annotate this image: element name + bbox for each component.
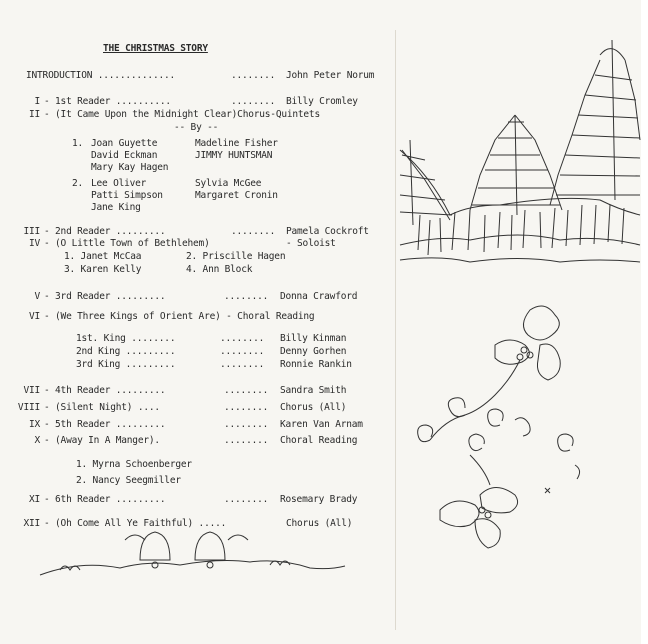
item-performer: Billy Cromley xyxy=(286,96,358,107)
item-text: - (Away In A Manger). xyxy=(44,435,160,446)
manger-reader: 2. Nancy Seegmiller xyxy=(76,475,181,486)
item-number: IV xyxy=(28,238,40,249)
king-label: 2nd King ......... xyxy=(76,346,176,357)
item-number: VIII xyxy=(17,402,40,413)
item-number: XII xyxy=(23,518,40,529)
quintet-name: Joan Guyette xyxy=(91,138,158,149)
item-number: III xyxy=(23,226,40,237)
item-dots: ........ xyxy=(224,291,269,302)
item-text: - 5th Reader ......... xyxy=(44,419,166,430)
quintet-name: Margaret Cronin xyxy=(195,190,278,201)
group-number: 1. xyxy=(72,138,84,149)
soloist-name: 1. Janet McCaa xyxy=(64,251,142,262)
item-dots: ........ xyxy=(224,385,269,396)
king-dots: ........ xyxy=(220,333,265,344)
introduction-dots: ........ xyxy=(231,70,276,81)
quintet-name: Patti Simpson xyxy=(91,190,163,201)
quintet-name: Mary Kay Hagen xyxy=(91,162,169,173)
bells-drawing xyxy=(40,532,345,575)
item-dots: ........ xyxy=(224,435,269,446)
item-number: VII xyxy=(23,385,40,396)
item-text: - (Oh Come All Ye Faithful) ..... xyxy=(44,518,227,529)
item-dots: ........ xyxy=(224,419,269,430)
item-text: - (O Little Town of Bethlehem) xyxy=(44,238,210,249)
quintet-name: Lee Oliver xyxy=(91,178,147,189)
item-performer: Donna Crawford xyxy=(280,291,358,302)
item-performer: Choral Reading xyxy=(280,435,358,446)
item-text: - 3rd Reader ......... xyxy=(44,291,166,302)
item-text: - 6th Reader ......... xyxy=(44,494,166,505)
holly-drawing xyxy=(418,306,580,548)
king-dots: ........ xyxy=(220,346,265,357)
king-dots: ........ xyxy=(220,359,265,370)
item-number: XI xyxy=(28,494,40,505)
item-performer: Karen Van Arnam xyxy=(280,419,363,430)
item-number: VI xyxy=(28,311,40,322)
king-label: 1st. King ........ xyxy=(76,333,176,344)
king-label: 3rd King ......... xyxy=(76,359,176,370)
soloist-name: 4. Ann Block xyxy=(186,264,253,275)
soloist-name: 2. Priscille Hagen xyxy=(186,251,286,262)
item-text: - (Silent Night) .... xyxy=(44,402,160,413)
item-performer: Pamela Cockroft xyxy=(286,226,369,237)
item-performer: Chorus (All) xyxy=(280,402,347,413)
item-number: X xyxy=(34,435,40,446)
group-number: 2. xyxy=(72,178,84,189)
soloist-name: 3. Karen Kelly xyxy=(64,264,142,275)
quintet-name: Jane King xyxy=(91,202,141,213)
item-dots: ........ xyxy=(224,494,269,505)
manger-reader: 1. Myrna Schoenberger xyxy=(76,459,192,470)
item-dots: ........ xyxy=(224,402,269,413)
item-performer: Rosemary Brady xyxy=(280,494,358,505)
item-text: - (We Three Kings of Orient Are) - Choral Reading xyxy=(44,311,315,322)
item-number: IX xyxy=(28,419,40,430)
tree-scene-drawing xyxy=(400,40,640,262)
item-dots: ........ xyxy=(231,226,276,237)
quintet-name: Madeline Fisher xyxy=(195,138,278,149)
item-text: - 1st Reader .......... xyxy=(44,96,171,107)
item-dots: ........ xyxy=(231,96,276,107)
item-number: I xyxy=(34,96,40,107)
item-performer: - Soloist xyxy=(286,238,336,249)
item-performer: Chorus (All) xyxy=(286,518,353,529)
item-number: II xyxy=(28,109,40,120)
quintet-name: Sylvia McGee xyxy=(195,178,262,189)
quintet-name: JIMMY HUNTSMAN xyxy=(195,150,273,161)
item-performer: Sandra Smith xyxy=(280,385,347,396)
item-number: V xyxy=(34,291,40,302)
quintet-name: David Eckman xyxy=(91,150,158,161)
item-text: - 4th Reader ......... xyxy=(44,385,166,396)
introduction-name: John Peter Norum xyxy=(286,70,375,81)
king-name: Billy Kinman xyxy=(280,333,347,344)
king-name: Denny Gorhen xyxy=(280,346,347,357)
king-name: Ronnie Rankin xyxy=(280,359,352,370)
item-text: - (It Came Upon the Midnight Clear)Chorus-Quintets xyxy=(44,109,320,120)
item-text: - 2nd Reader ......... xyxy=(44,226,166,237)
program-title: THE CHRISTMAS STORY xyxy=(103,43,208,54)
introduction-label: INTRODUCTION .............. xyxy=(26,70,176,81)
by-line: -- By -- xyxy=(174,122,219,133)
